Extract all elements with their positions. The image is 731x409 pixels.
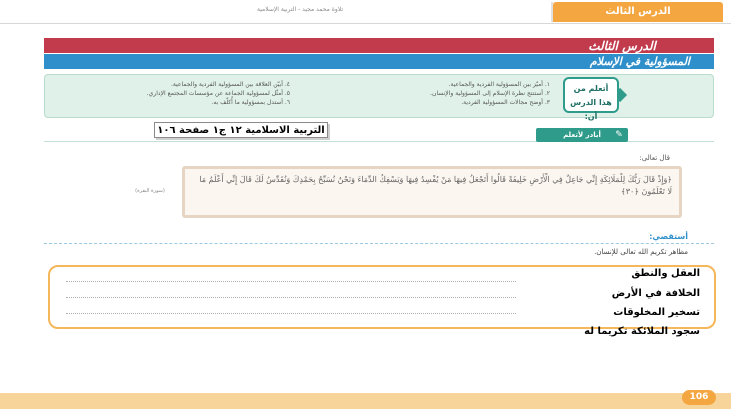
explore-label: أستقصي: xyxy=(649,232,688,241)
page-number: 106 xyxy=(682,390,716,405)
answer-line: الخلافة في الأرض xyxy=(611,288,700,299)
answer-line: سجود الملائكة تكريما له xyxy=(584,326,700,337)
reading-person-icon: ✎ xyxy=(615,130,623,140)
objective-item: ٦. أستدل بمسؤولية ما أُكلّف به. xyxy=(211,99,290,106)
objectives-label-line2: هذا الدرس أن: xyxy=(570,98,612,121)
verse-intro: قال تعالى: xyxy=(639,154,670,162)
objective-item: ٢. أستنتج نظرة الإسلام إلى المسؤولية والإنسان. xyxy=(430,90,550,97)
explore-question: مظاهر تكريم الله تعالى للإنسان. xyxy=(594,248,688,256)
lesson-tab[interactable]: الدرس الثالث xyxy=(553,2,723,22)
answer-line: تسخير المخلوقات xyxy=(613,307,700,318)
source-caption: التربية الاسلامية ١٢ ج١ صفحة ١٠٦ xyxy=(154,122,328,138)
objectives-label xyxy=(563,77,619,121)
objective-item: ٤. أبيّن العلاقة بين المسؤولية الفردية والجماعية. xyxy=(170,81,290,88)
verse-text: ﴿وَإِذْ قَالَ رَبُّكَ لِلْمَلَائِكَةِ إِنِّي جَاعِلٌ فِي الْأَرْضِ خَلِيفَةً قَالُوا أَتَجْعَلُ فِيهَا مَنْ يُفْسِدُ فِيهَا وَيَسْفِكُ الدِّمَاءَ وَنَحْنُ نُسَبِّحُ بِحَمْدِكَ وَنُقَدِّسُ لَكَ قَالَ إِنِّي أَعْلَمُ مَا لَا تَعْلَمُونَ ﴿٣٠﴾ xyxy=(199,175,672,196)
answer-dotted-line xyxy=(66,281,516,282)
objectives-label-line1: أتعلم من xyxy=(573,84,609,93)
answer-line: العقل والنطق xyxy=(631,268,700,279)
verse-reference: (سورة البقرة) xyxy=(135,188,165,194)
objective-item: ١. أميّز بين المسؤولية الفردية والجماعية. xyxy=(448,81,550,88)
running-header: تلاوة محمد مجيد - التربية الإسلامية xyxy=(257,6,343,13)
explore-divider xyxy=(44,243,714,244)
objective-item: ٥. أمثّل لمسؤولية الجماعة عن مؤسسات المجتمع الإداري. xyxy=(146,90,290,97)
lesson-title: المسؤولية في الإسلام xyxy=(589,55,690,68)
lesson-badge: الدرس الثالث xyxy=(588,39,656,53)
section-label: أبادر لأتعلم xyxy=(536,128,628,142)
footer-bar xyxy=(0,393,731,409)
objectives-right-column xyxy=(300,80,550,107)
objectives-left-column xyxy=(60,80,290,107)
objective-item: ٣. أوضح مجالات المسؤولية الفردية. xyxy=(461,99,550,106)
